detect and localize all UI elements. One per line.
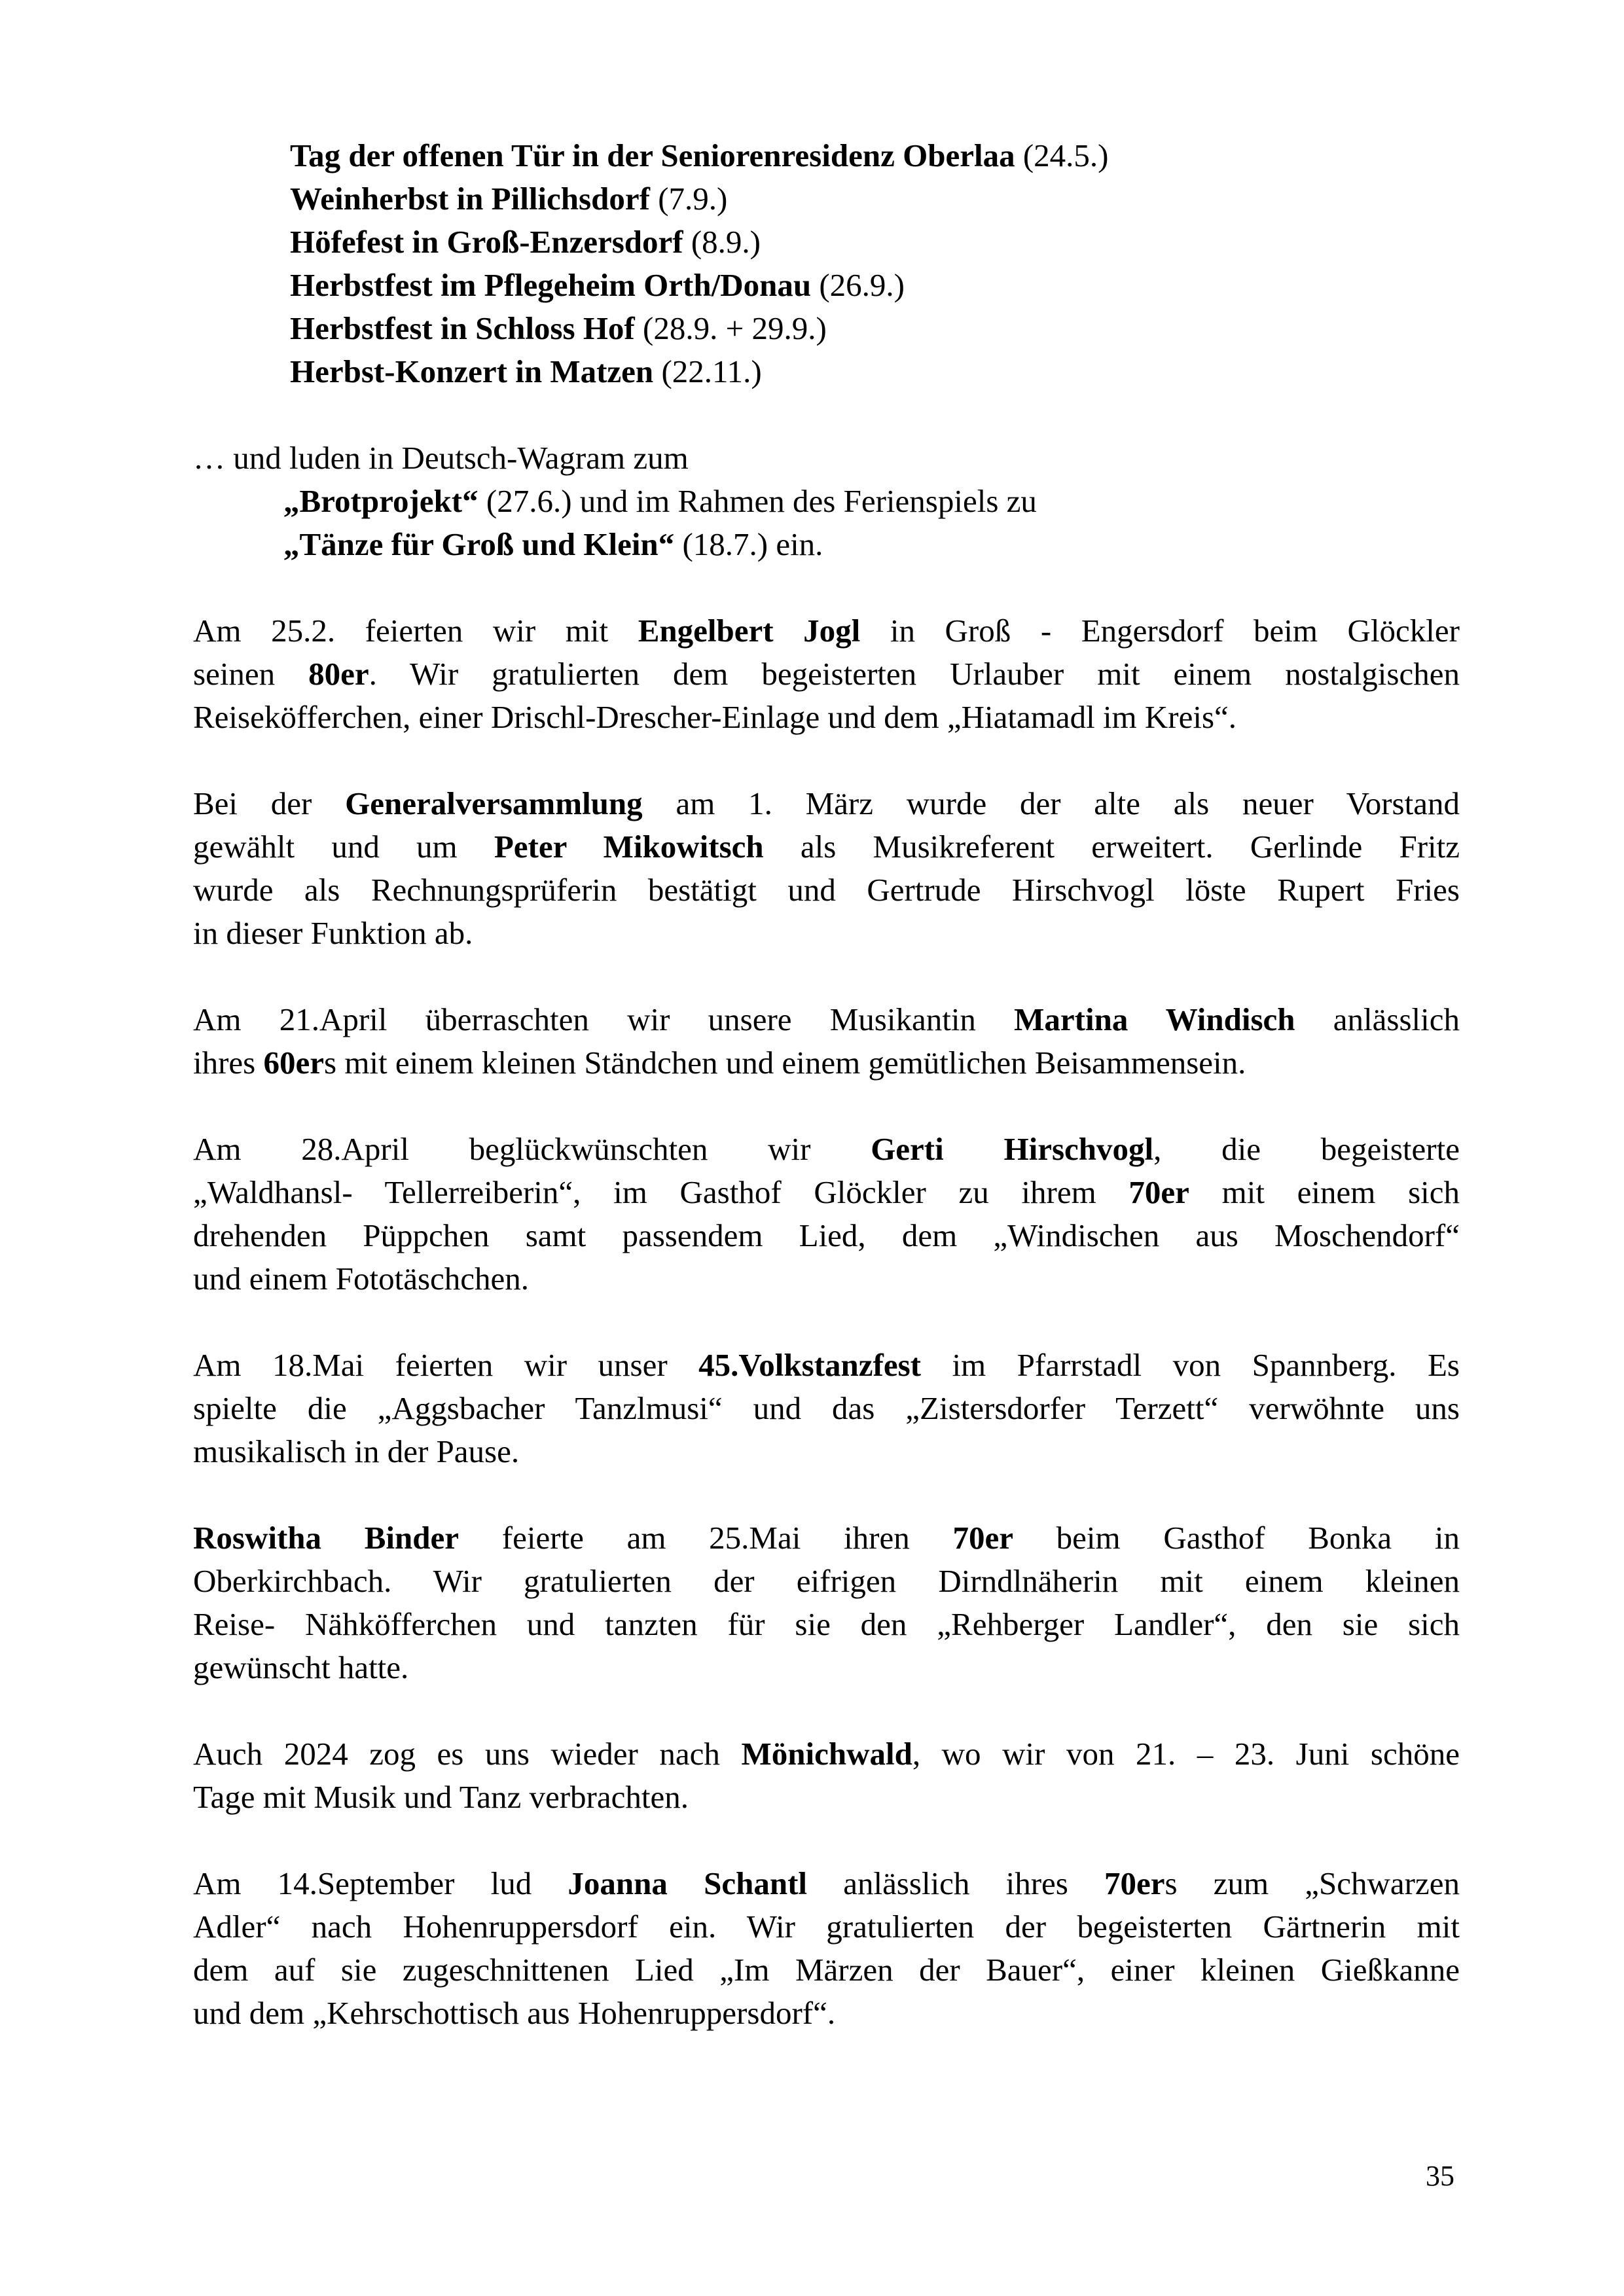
bold-text: Engelbert Jogl bbox=[638, 613, 861, 649]
text-span: anlässlich bbox=[1295, 1001, 1460, 1037]
text-line bbox=[193, 1516, 1460, 1560]
bold-text: Roswitha Binder bbox=[193, 1520, 460, 1556]
text-line bbox=[193, 653, 1460, 696]
paragraph-jogl bbox=[193, 609, 1460, 739]
bold-text: Generalversammlung bbox=[345, 785, 643, 821]
text-span: anlässlich ihres bbox=[807, 1865, 1105, 1901]
text-line bbox=[193, 1041, 1460, 1085]
text-line bbox=[193, 1171, 1460, 1214]
bold-text: 80er bbox=[308, 656, 369, 692]
event-date: (24.5.) bbox=[1015, 137, 1109, 173]
text-span: s zum „Schwarzen bbox=[1164, 1865, 1460, 1901]
event-item bbox=[290, 134, 1460, 177]
text-line: gewünscht hatte. bbox=[193, 1649, 409, 1685]
text-span: Am 18.Mai feierten wir unser bbox=[193, 1347, 699, 1383]
text-span: in Groß - Engersdorf beim Glöckler bbox=[860, 613, 1460, 649]
paragraph-binder bbox=[193, 1516, 1460, 1689]
bold-text: Martina Windisch bbox=[1014, 1001, 1295, 1037]
text-line: Tage mit Musik und Tanz verbrachten. bbox=[193, 1779, 689, 1815]
text-line: und einem Fototäschchen. bbox=[193, 1261, 530, 1297]
event-item bbox=[290, 350, 1460, 393]
paragraph-windisch bbox=[193, 998, 1460, 1085]
event-name: Herbstfest in Schloss Hof bbox=[290, 310, 635, 346]
text-line: spielte die „Aggsbacher Tanzlmusi“ und das „Zistersdorfer Terzett“ verwöhnte uns bbox=[193, 1390, 1460, 1426]
bold-text: „Tänze für Groß und Klein“ bbox=[283, 526, 675, 562]
bold-text: „Brotprojekt“ bbox=[283, 483, 478, 519]
text-line bbox=[193, 1732, 1460, 1776]
text-line: Reise- Nähköfferchen und tanzten für sie den „Rehberger Landler“, den sie sich bbox=[193, 1606, 1460, 1642]
event-name: Höfefest in Groß-Enzersdorf bbox=[290, 224, 683, 260]
bold-text: 70er bbox=[952, 1520, 1013, 1556]
text-span: als Musikreferent erweitert. Gerlinde Fritz bbox=[763, 829, 1460, 865]
event-item bbox=[290, 307, 1460, 350]
event-date: (22.11.) bbox=[653, 353, 762, 389]
text-line bbox=[193, 480, 1460, 523]
spacer bbox=[193, 393, 1460, 437]
text-span: . Wir gratulierten dem begeisterten Urlauber mit einem nostalgischen bbox=[369, 656, 1460, 692]
event-name: Weinherbst in Pillichsdorf bbox=[290, 181, 650, 217]
event-date: (8.9.) bbox=[683, 224, 761, 260]
text-span: Auch 2024 zog es uns wieder nach bbox=[193, 1736, 742, 1772]
text-span: mit einem sich bbox=[1189, 1174, 1460, 1210]
text-span: , die begeisterte bbox=[1153, 1131, 1460, 1167]
invitation-paragraph bbox=[193, 437, 1460, 566]
text-span: Am 25.2. feierten wir mit bbox=[193, 613, 638, 649]
text-span: gewählt und um bbox=[193, 829, 494, 865]
event-name: Herbstfest im Pflegeheim Orth/Donau bbox=[290, 267, 812, 303]
paragraph-hirschvogl bbox=[193, 1128, 1460, 1300]
text-line: Adler“ nach Hohenruppersdorf ein. Wir gratulierten der begeisterten Gärtnerin mit bbox=[193, 1909, 1460, 1945]
bold-text: 70er bbox=[1104, 1865, 1165, 1901]
bold-text: 70er bbox=[1128, 1174, 1189, 1210]
text-line bbox=[193, 1128, 1460, 1171]
text-span: feierte am 25.Mai ihren bbox=[459, 1520, 953, 1556]
paragraph-moenichwald bbox=[193, 1732, 1460, 1819]
event-date: (7.9.) bbox=[649, 181, 728, 217]
text-line bbox=[193, 1344, 1460, 1387]
paragraph-volkstanzfest bbox=[193, 1344, 1460, 1473]
text-line bbox=[193, 825, 1460, 869]
text-line: Oberkirchbach. Wir gratulierten der eifrigen Dirndlnäherin mit einem kleinen bbox=[193, 1563, 1460, 1599]
text-span: seinen bbox=[193, 656, 309, 692]
text-span: Am 14.September lud bbox=[193, 1865, 568, 1901]
text-line: Reiseköfferchen, einer Drischl-Drescher-Einlage und dem „Hiatamadl im Kreis“. bbox=[193, 699, 1237, 735]
text-span: (27.6.) und im Rahmen des Ferienspiels zu bbox=[478, 483, 1037, 519]
text-span: ihres bbox=[193, 1045, 264, 1081]
text-line: in dieser Funktion ab. bbox=[193, 915, 473, 951]
text-line: … und luden in Deutsch-Wagram zum bbox=[193, 440, 689, 476]
text-span: s mit einem kleinen Ständchen und einem gemütlichen Beisammensein. bbox=[324, 1045, 1246, 1081]
text-line: musikalisch in der Pause. bbox=[193, 1433, 520, 1469]
text-line: dem auf sie zugeschnittenen Lied „Im Märzen der Bauer“, einer kleinen Gießkanne bbox=[193, 1952, 1460, 1988]
page-number: 35 bbox=[1426, 2160, 1454, 2192]
event-date: (28.9. + 29.9.) bbox=[634, 310, 827, 346]
text-line bbox=[193, 782, 1460, 825]
event-item bbox=[290, 264, 1460, 307]
bold-text: Peter Mikowitsch bbox=[494, 829, 764, 865]
event-date: (26.9.) bbox=[811, 267, 905, 303]
bold-text: Gerti Hirschvogl bbox=[871, 1131, 1154, 1167]
bold-text: 45.Volkstanzfest bbox=[698, 1347, 921, 1383]
document-page bbox=[193, 134, 1460, 2078]
text-span: (18.7.) ein. bbox=[674, 526, 823, 562]
event-item bbox=[290, 221, 1460, 264]
text-span: „Waldhansl- Tellerreiberin“, im Gasthof Glöckler zu ihrem bbox=[193, 1174, 1129, 1210]
text-line bbox=[193, 523, 1460, 566]
text-span: Bei der bbox=[193, 785, 346, 821]
bold-text: Mönichwald bbox=[741, 1736, 912, 1772]
paragraph-schantl bbox=[193, 1862, 1460, 2035]
bold-text: 60er bbox=[263, 1045, 324, 1081]
text-line bbox=[193, 609, 1460, 653]
text-span: am 1. März wurde der alte als neuer Vorstand bbox=[642, 785, 1460, 821]
text-span: Am 28.April beglückwünschten wir bbox=[193, 1131, 871, 1167]
text-line: drehenden Püppchen samt passendem Lied, dem „Windischen aus Moschendorf“ bbox=[193, 1217, 1460, 1253]
text-line bbox=[193, 998, 1460, 1041]
text-line: und dem „Kehrschottisch aus Hohenruppersdorf“. bbox=[193, 1995, 836, 2031]
text-span: im Pfarrstadl von Spannberg. Es bbox=[920, 1347, 1460, 1383]
text-line bbox=[193, 1862, 1460, 1905]
text-line: wurde als Rechnungsprüferin bestätigt und Gertrude Hirschvogl löste Rupert Fries bbox=[193, 872, 1460, 908]
event-name: Tag der offenen Tür in der Seniorenresidenz Oberlaa bbox=[290, 137, 1015, 173]
paragraph-generalversammlung bbox=[193, 782, 1460, 955]
text-span: Am 21.April überraschten wir unsere Musikantin bbox=[193, 1001, 1015, 1037]
text-span: , wo wir von 21. – 23. Juni schöne bbox=[912, 1736, 1460, 1772]
event-name: Herbst-Konzert in Matzen bbox=[290, 353, 654, 389]
bold-text: Joanna Schantl bbox=[568, 1865, 808, 1901]
text-span: beim Gasthof Bonka in bbox=[1013, 1520, 1460, 1556]
event-item bbox=[290, 177, 1460, 221]
event-list bbox=[193, 134, 1460, 393]
